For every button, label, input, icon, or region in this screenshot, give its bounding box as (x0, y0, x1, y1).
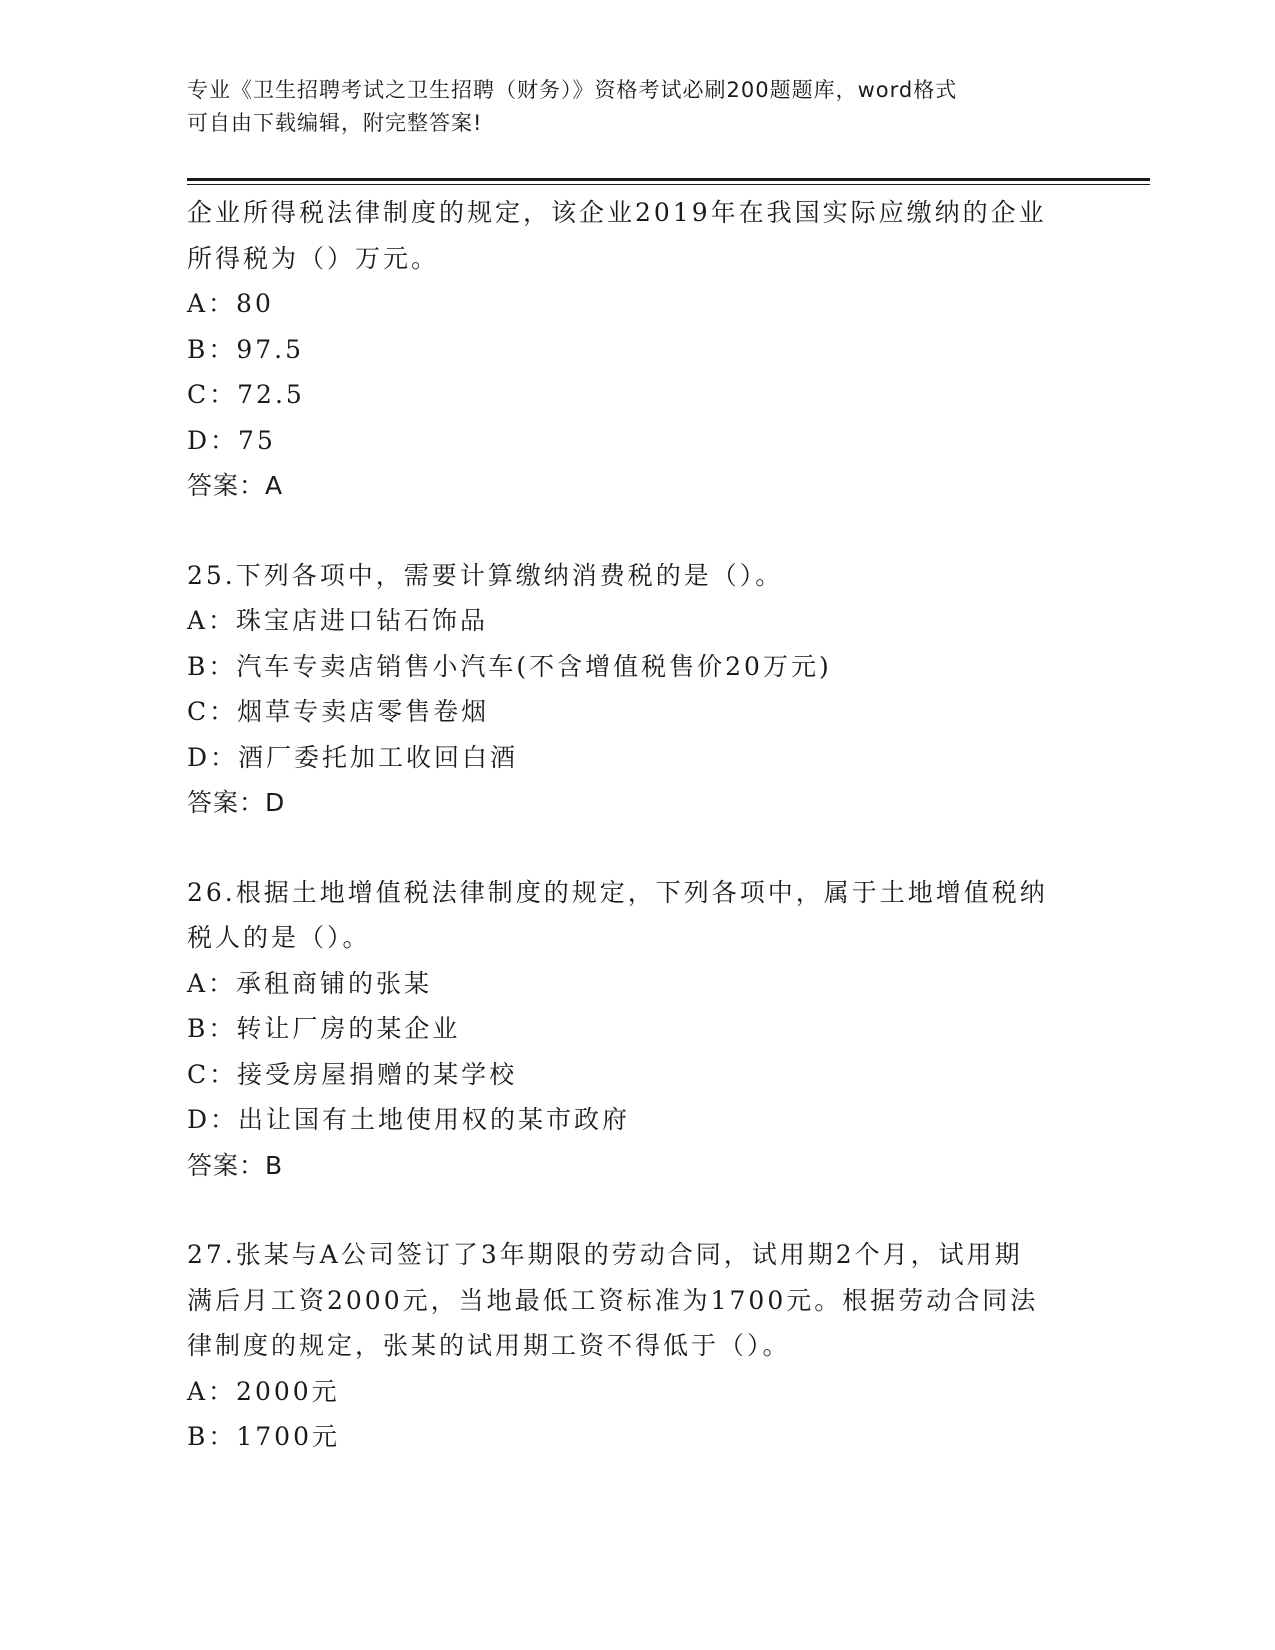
header-rule-thick (187, 178, 1150, 181)
question-stem: 26.根据土地增值税法律制度的规定，下列各项中，属于土地增值税纳 (187, 877, 1048, 907)
question-stem: 27.张某与A公司签订了3年期限的劳动合同，试用期2个月，试用期 (187, 1240, 1023, 1269)
option-c: C：72.5 (187, 380, 305, 409)
question-list (187, 190, 1087, 1460)
question-stem: 25.下列各项中，需要计算缴纳消费税的是（）。 (187, 560, 784, 590)
option-b: B：汽车专卖店销售小汽车(不含增值税售价20万元) (187, 651, 832, 681)
option-a: A：珠宝店进口钻石饰品 (187, 606, 489, 635)
option-a: A：2000元 (187, 1376, 340, 1406)
question-26 (187, 870, 1087, 1189)
option-c: C：接受房屋捐赠的某学校 (187, 1059, 518, 1089)
header-line-1: 专业《卫生招聘考试之卫生招聘（财务）》资格考试必刷200题题库，word格式 (187, 78, 958, 102)
question-stem: 税人的是（）。 (187, 923, 371, 952)
question-stem: 满后月工资2000元，当地最低工资标准为1700元。根据劳动合同法 (187, 1285, 1039, 1315)
option-c: C：烟草专卖店零售卷烟 (187, 697, 490, 726)
option-d: D：酒厂委托加工收回白酒 (187, 742, 519, 772)
option-d: D：75 (187, 425, 276, 455)
question-24 (187, 190, 1087, 509)
question-25 (187, 553, 1087, 826)
question-spacer (187, 509, 1087, 553)
header-rule-thin (187, 184, 1150, 185)
answer-label: 答案：A (187, 471, 284, 500)
option-d: D：出让国有土地使用权的某市政府 (187, 1105, 631, 1134)
question-spacer (187, 826, 1087, 870)
option-b: B：1700元 (187, 1422, 340, 1451)
question-stem: 所得税为（）万元。 (187, 243, 440, 273)
question-27 (187, 1232, 1087, 1460)
question-stem: 企业所得税法律制度的规定，该企业2019年在我国实际应缴纳的企业 (187, 198, 1047, 227)
option-a: A：80 (187, 289, 274, 318)
option-a: A：承租商铺的张某 (187, 968, 433, 998)
document-header (187, 74, 1087, 140)
option-b: B：97.5 (187, 334, 305, 364)
answer-label: 答案：B (187, 1150, 284, 1180)
question-stem: 律制度的规定，张某的试用期工资不得低于（）。 (187, 1331, 791, 1360)
answer-label: 答案：D (187, 788, 286, 817)
question-spacer (187, 1188, 1087, 1232)
header-line-2: 可自由下载编辑，附完整答案! (187, 111, 483, 135)
option-b: B：转让厂房的某企业 (187, 1014, 461, 1043)
